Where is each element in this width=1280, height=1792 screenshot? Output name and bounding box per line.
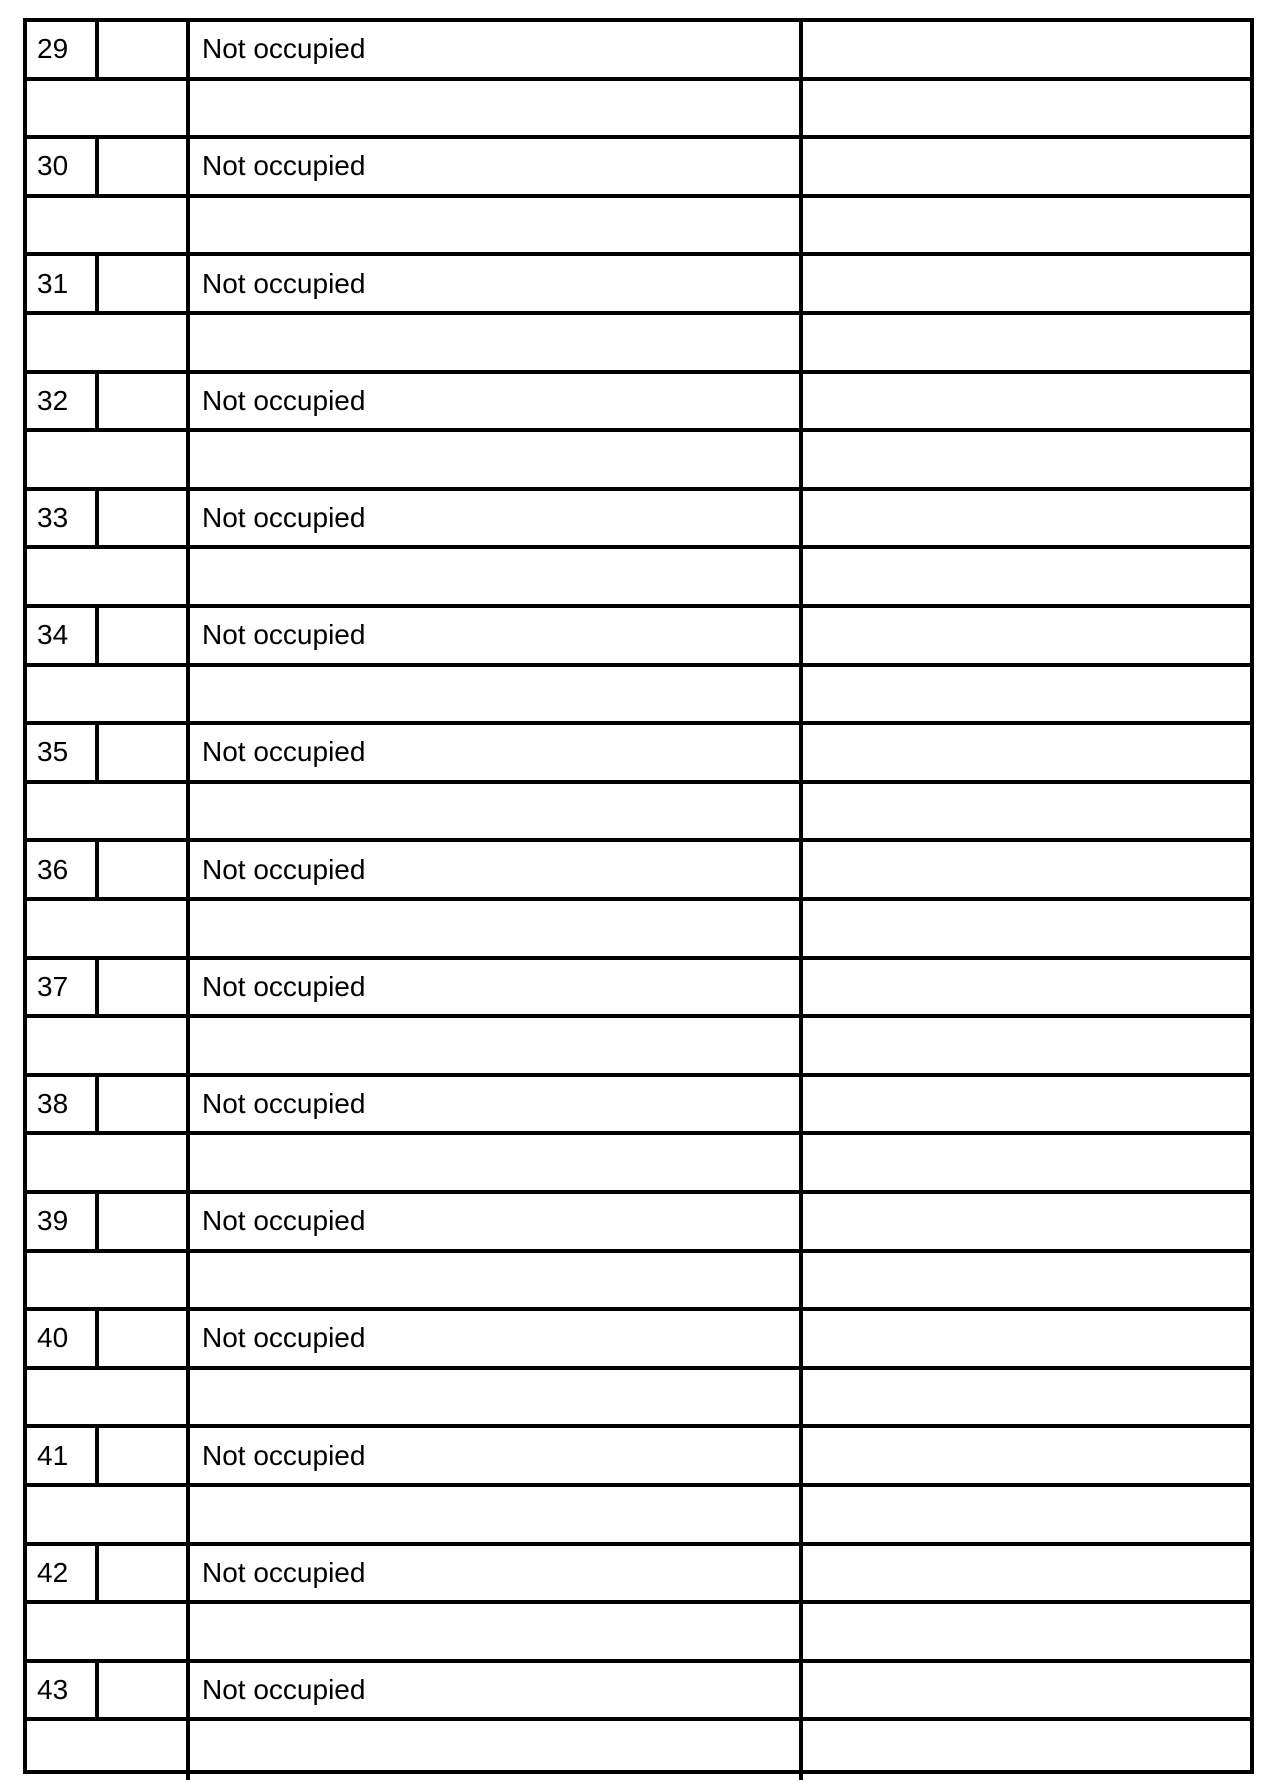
sub-row-right-cell [799,784,1250,839]
sub-row-left-cell [27,549,186,604]
table-sub-row [27,1721,1250,1780]
table-sub-row [27,1604,1250,1663]
row-number: 30 [37,150,69,182]
sub-row-middle-cell [186,432,799,487]
row-note [799,22,1250,77]
row-blank-cell [95,1546,186,1601]
row-blank-cell [95,491,186,546]
sub-row-left-cell [27,1018,186,1073]
row-number: 29 [37,33,69,65]
sub-row-middle-cell [186,1135,799,1190]
row-blank-cell [95,139,186,194]
sub-row-left-cell [27,432,186,487]
sub-row-right-cell [799,1018,1250,1073]
table-sub-row [27,1253,1250,1312]
row-status: Not occupied [186,1077,799,1132]
row-number: 39 [37,1205,69,1237]
row-status: Not occupied [186,725,799,780]
table-sub-row [27,1487,1250,1546]
row-note [799,1194,1250,1249]
row-blank-cell [95,1194,186,1249]
sub-row-left-cell [27,1370,186,1425]
table-sub-row [27,81,1250,140]
row-number: 36 [37,853,69,885]
row-blank-cell [95,608,186,663]
sub-row-left-cell [27,1135,186,1190]
row-note [799,256,1250,311]
row-number: 31 [37,267,69,299]
table-row [27,960,1250,1019]
row-blank-cell [95,725,186,780]
table-row [27,1663,1250,1722]
sub-row-left-cell [27,1604,186,1659]
row-note [799,1663,1250,1718]
sub-row-right-cell [799,1487,1250,1542]
row-blank-cell [95,1428,186,1483]
table-row [27,22,1250,81]
sub-row-middle-cell [186,549,799,604]
row-status: Not occupied [186,256,799,311]
row-number: 43 [37,1674,69,1706]
row-status: Not occupied [186,842,799,897]
sub-row-left-cell [27,1253,186,1308]
sub-row-right-cell [799,901,1250,956]
sub-row-middle-cell [186,81,799,136]
sub-row-middle-cell [186,1721,799,1780]
row-note [799,725,1250,780]
table-sub-row [27,784,1250,843]
sub-row-middle-cell [186,1018,799,1073]
table-row [27,139,1250,198]
occupancy-table [23,18,1254,1774]
row-status: Not occupied [186,1663,799,1718]
table-row [27,256,1250,315]
row-note [799,608,1250,663]
row-blank-cell [95,256,186,311]
table-sub-row [27,901,1250,960]
row-blank-cell [95,374,186,429]
sub-row-right-cell [799,667,1250,722]
table-row [27,725,1250,784]
table-sub-row [27,315,1250,374]
row-status: Not occupied [186,374,799,429]
row-number: 42 [37,1556,69,1588]
row-note [799,1428,1250,1483]
table-row [27,1428,1250,1487]
table-sub-row [27,1135,1250,1194]
row-number: 37 [37,970,69,1002]
table-sub-row [27,432,1250,491]
row-blank-cell [95,1311,186,1366]
table-row [27,608,1250,667]
table-sub-row [27,1018,1250,1077]
sub-row-left-cell [27,1721,186,1780]
row-blank-cell [95,842,186,897]
sub-row-middle-cell [186,1370,799,1425]
row-blank-cell [95,1077,186,1132]
row-status: Not occupied [186,960,799,1015]
row-status: Not occupied [186,1194,799,1249]
sub-row-right-cell [799,1135,1250,1190]
sub-row-middle-cell [186,667,799,722]
table-row [27,491,1250,550]
sub-row-right-cell [799,549,1250,604]
row-status: Not occupied [186,22,799,77]
table-row [27,374,1250,433]
row-number: 40 [37,1322,69,1354]
sub-row-right-cell [799,81,1250,136]
sub-row-middle-cell [186,315,799,370]
sub-row-right-cell [799,1604,1250,1659]
sub-row-right-cell [799,1370,1250,1425]
sub-row-middle-cell [186,198,799,253]
table-row [27,1194,1250,1253]
row-number: 34 [37,619,69,651]
row-note [799,960,1250,1015]
row-status: Not occupied [186,491,799,546]
row-number: 35 [37,736,69,768]
sub-row-right-cell [799,1253,1250,1308]
row-blank-cell [95,960,186,1015]
row-note [799,1546,1250,1601]
table-row [27,842,1250,901]
sub-row-left-cell [27,315,186,370]
row-status: Not occupied [186,139,799,194]
row-note [799,491,1250,546]
sub-row-right-cell [799,198,1250,253]
row-note [799,139,1250,194]
row-note [799,374,1250,429]
table-sub-row [27,667,1250,726]
sub-row-middle-cell [186,1253,799,1308]
sub-row-left-cell [27,901,186,956]
sub-row-middle-cell [186,901,799,956]
sub-row-middle-cell [186,784,799,839]
row-status: Not occupied [186,1428,799,1483]
sub-row-left-cell [27,784,186,839]
sub-row-left-cell [27,81,186,136]
row-blank-cell [95,1663,186,1718]
row-blank-cell [95,22,186,77]
table-sub-row [27,549,1250,608]
row-note [799,842,1250,897]
sub-row-middle-cell [186,1604,799,1659]
sub-row-left-cell [27,198,186,253]
row-status: Not occupied [186,1546,799,1601]
row-number: 33 [37,502,69,534]
sub-row-right-cell [799,432,1250,487]
row-number: 38 [37,1088,69,1120]
sub-row-right-cell [799,1721,1250,1780]
row-number: 32 [37,384,69,416]
table-row [27,1311,1250,1370]
row-note [799,1077,1250,1132]
sub-row-right-cell [799,315,1250,370]
sub-row-middle-cell [186,1487,799,1542]
row-number: 41 [37,1439,69,1471]
table-sub-row [27,1370,1250,1429]
row-status: Not occupied [186,1311,799,1366]
sub-row-left-cell [27,667,186,722]
row-note [799,1311,1250,1366]
sub-row-left-cell [27,1487,186,1542]
table-sub-row [27,198,1250,257]
table-row [27,1546,1250,1605]
row-status: Not occupied [186,608,799,663]
table-row [27,1077,1250,1136]
